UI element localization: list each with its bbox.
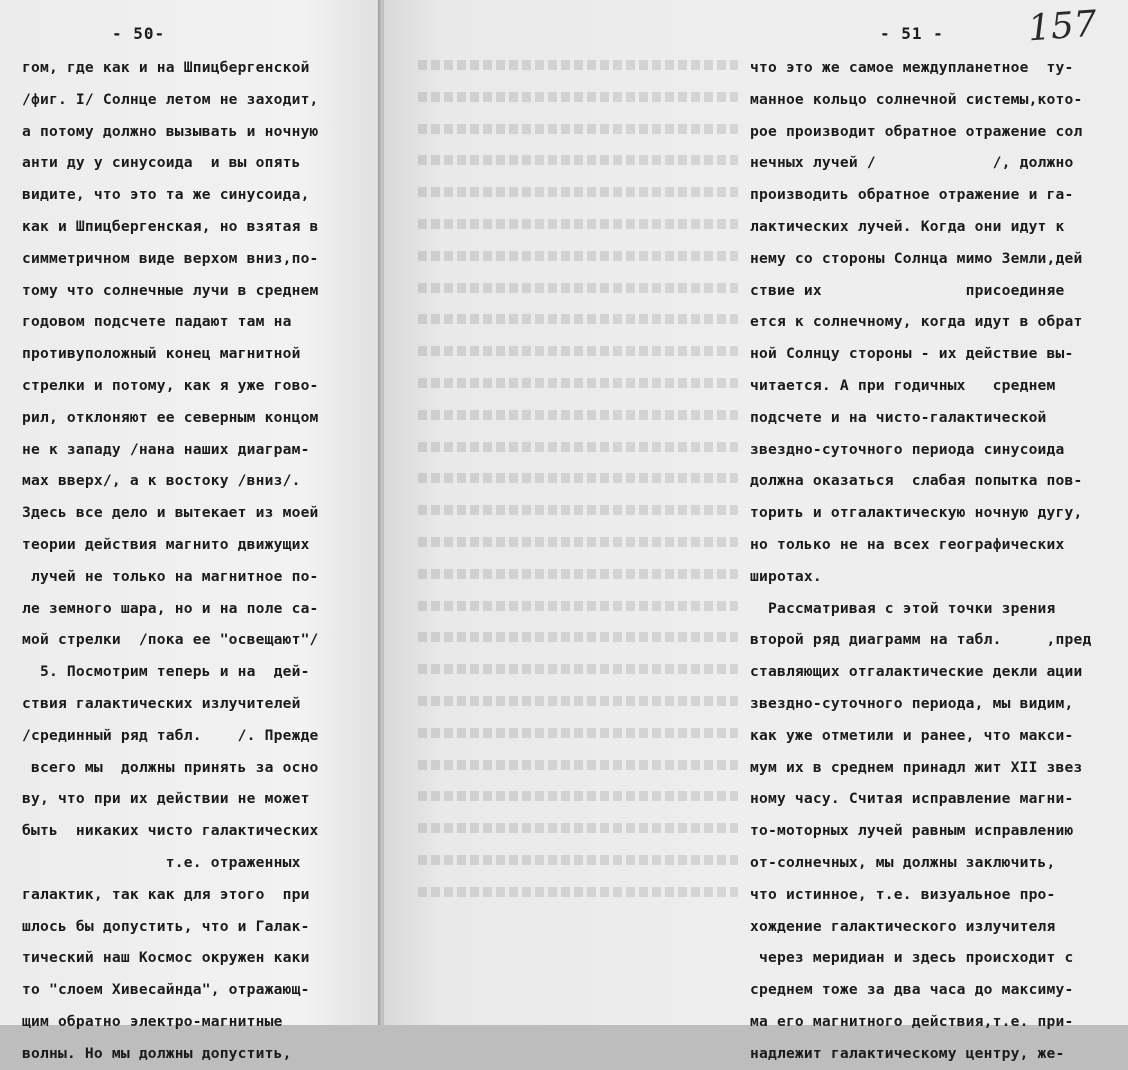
text-line: противуположный конец магнитной xyxy=(22,345,301,363)
text-line: звездно-суточного периода, мы видим, xyxy=(750,694,1074,712)
text-line: тический наш Космос окружен каки xyxy=(22,949,310,967)
text-line: ствия галактических излучителей xyxy=(22,694,301,712)
text-line: лактических лучей. Когда они идут к xyxy=(750,217,1065,235)
text-line: Здесь все дело и вытекает из моей xyxy=(22,504,319,522)
text-line: как и Шпицбергенская, но взятая в xyxy=(22,217,319,235)
text-line: годовом подсчете падают там на xyxy=(22,313,292,331)
left-page xyxy=(0,0,380,1062)
text-line: галактик, так как для этого при xyxy=(22,885,310,903)
text-line: анти ду у синусоида и вы опять xyxy=(22,154,301,172)
text-line: нему со стороны Солнца мимо Земли,дей xyxy=(750,249,1083,267)
text-line: как уже отметили и ранее, что макси- xyxy=(750,726,1074,744)
text-line: производить обратное отражение и га- xyxy=(750,186,1074,204)
right-page xyxy=(384,0,1128,1062)
text-line: всего мы должны принять за осно xyxy=(22,758,319,776)
text-line: но только не на всех географических xyxy=(750,535,1065,553)
text-line: ной Солнцу стороны - их действие вы- xyxy=(750,345,1074,363)
text-line: то "слоем Хивесайнда", отражающ- xyxy=(22,981,310,999)
text-line: а потому должно вызывать и ночную xyxy=(22,122,319,140)
text-line: лучей не только на магнитное по- xyxy=(22,567,319,585)
text-line: ма его магнитного действия,т.е. при- xyxy=(750,1012,1074,1030)
text-line: шлось бы допустить, что и Галак- xyxy=(22,917,310,935)
text-line: от-солнечных, мы должны заключить, xyxy=(750,853,1056,871)
text-line: то-моторных лучей равным исправлению xyxy=(750,822,1074,840)
text-line: среднем тоже за два часа до максиму- xyxy=(750,981,1074,999)
bleed-through-text xyxy=(418,60,738,960)
text-line: ставляющих отгалактические декли ации xyxy=(750,663,1083,681)
text-line: должна оказаться слабая попытка пов- xyxy=(750,472,1083,490)
page-number-left: - 50- xyxy=(112,24,166,43)
page-number-right: - 51 - xyxy=(880,24,944,43)
text-line: стрелки и потому, как я уже гово- xyxy=(22,376,319,394)
text-line: звездно-суточного периода синусоида xyxy=(750,440,1065,458)
text-line: видите, что это та же синусоида, xyxy=(22,186,310,204)
text-line: нечных лучей / /, должно xyxy=(750,154,1074,172)
text-line: через меридиан и здесь происходит с xyxy=(750,949,1074,967)
text-line: ствие их присоединяе xyxy=(750,281,1065,299)
text-line: не к западу /нана наших диаграм- xyxy=(22,440,310,458)
text-line: теории действия магнито движущих xyxy=(22,535,310,553)
text-line: Рассматривая с этой точки зрения xyxy=(750,599,1056,617)
text-line: ному часу. Считая исправление магни- xyxy=(750,790,1074,808)
text-line: хождение галактического излучителя xyxy=(750,917,1056,935)
text-line: тому что солнечные лучи в среднем xyxy=(22,281,319,299)
text-line: волны. Но мы должны допустить, xyxy=(22,1044,292,1062)
text-line: торить и отгалактическую ночную дугу, xyxy=(750,504,1083,522)
text-line: манное кольцо солнечной системы,кото- xyxy=(750,90,1083,108)
text-line: что это же самое междупланетное ту- xyxy=(750,59,1074,76)
text-line: рил, отклоняют ее северным концом xyxy=(22,408,319,426)
text-line: /фиг. I/ Солнце летом не заходит, xyxy=(22,90,319,108)
text-line: 5. Посмотрим теперь и на дей- xyxy=(22,663,310,681)
text-line: ется к солнечному, когда идут в обрат xyxy=(750,313,1083,331)
text-line: мах вверх/, а к востоку /вниз/. xyxy=(22,472,301,490)
text-line: симметричном виде верхом вниз,по- xyxy=(22,249,319,267)
right-page-text xyxy=(750,52,1128,1070)
text-line: читается. А при годичных среднем xyxy=(750,376,1056,394)
text-line: мум их в среднем принадл жит XII звез xyxy=(750,758,1083,776)
text-line: гом, где как и на Шпицбергенской xyxy=(22,59,310,76)
text-line: надлежит галактическому центру, же- xyxy=(750,1044,1065,1062)
text-line: быть никаких чисто галактических xyxy=(22,822,319,840)
handwritten-folio-number: 157 xyxy=(1026,3,1099,50)
text-line: что истинное, т.е. визуальное про- xyxy=(750,885,1056,903)
text-line: щим обратно электро-магнитные xyxy=(22,1012,283,1030)
text-line: ле земного шара, но и на поле са- xyxy=(22,599,319,617)
text-line: второй ряд диаграмм на табл. ,пред xyxy=(750,631,1092,649)
text-line: /срединный ряд табл. /. Прежде xyxy=(22,726,319,744)
text-line: рое производит обратное отражение сол xyxy=(750,122,1083,140)
text-line: подсчете и на чисто-галактической xyxy=(750,408,1047,426)
text-line: т.е. отраженных xyxy=(22,853,301,871)
text-line: ву, что при их действии не может xyxy=(22,790,310,808)
text-line: мой стрелки /пока ее "освещают"/ xyxy=(22,631,319,649)
text-line: широтах. xyxy=(750,567,822,585)
left-page-text xyxy=(22,52,378,1070)
